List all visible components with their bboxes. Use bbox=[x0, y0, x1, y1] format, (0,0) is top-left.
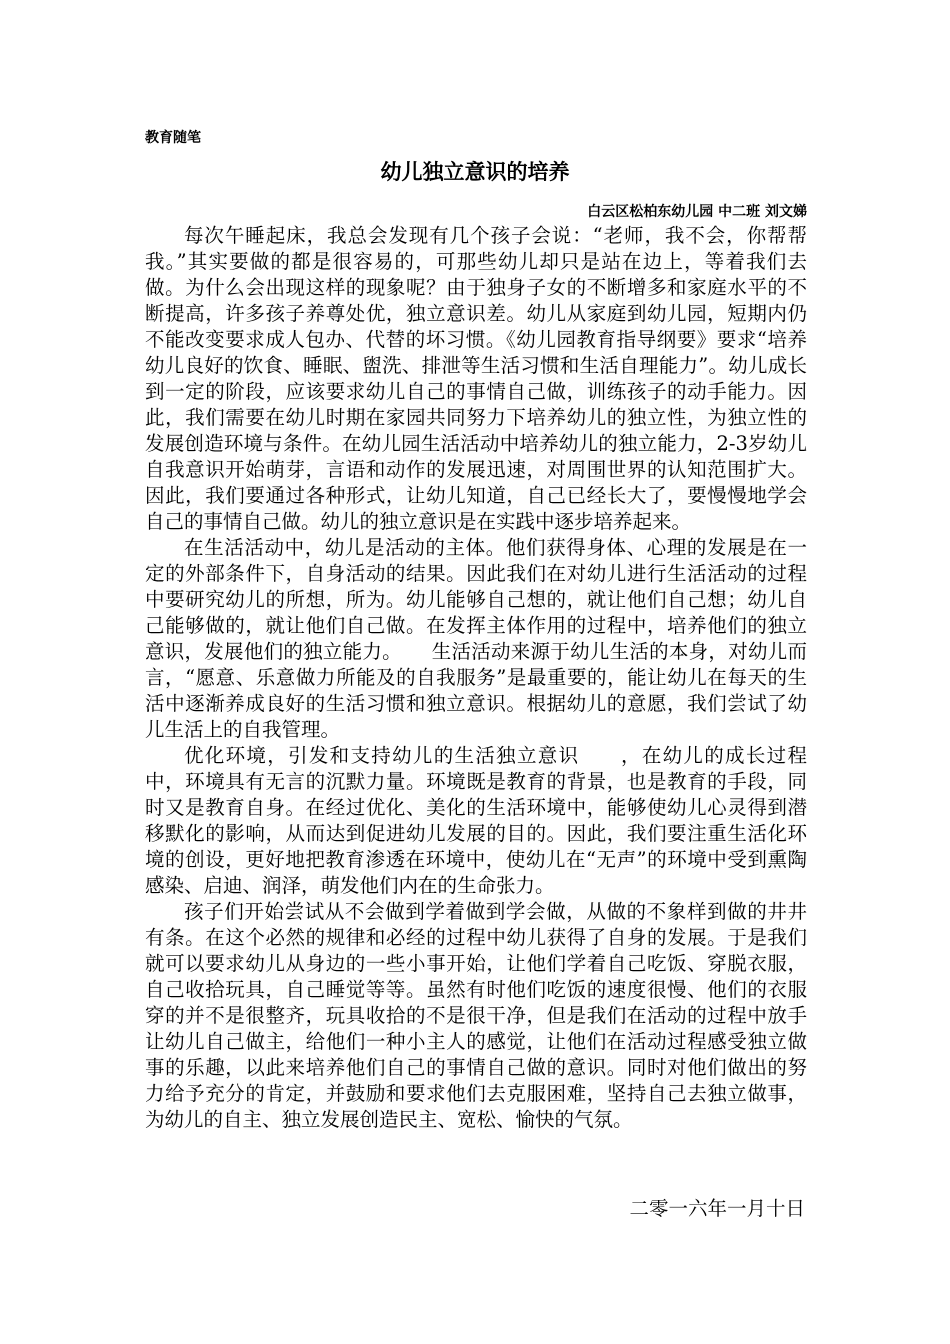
author-byline: 白云区松柏东幼儿园 中二班 刘文娣 bbox=[587, 204, 807, 220]
article-title: 幼儿独立意识的培养 bbox=[380, 160, 570, 184]
paragraph: 优化环境，引发和支持幼儿的生活独立意识 ，在幼儿的成长过程中，环境具有无言的沉默力量。环境既是教育的背景，也是教育的手段，同时又是教育自身。在经过优化、美化的生活环境中，能够使幼儿心灵得到潜移默化的影响，从而达到促进幼儿发展的目的。因此，我们要注重生活化环境的创设，更好地把教育渗透在环境中，使幼儿在“无声”的环境中受到熏陶感染、启迪、润泽，萌发他们内在的生命张力。 bbox=[145, 744, 807, 897]
category-label: 教育随笔 bbox=[145, 130, 201, 146]
paragraph: 孩子们开始尝试从不会做到学着做到学会做，从做的不象样到做的井井有条。在这个必然的规律和必经的过程中幼儿获得了自身的发展。于是我们就可以要求幼儿从身边的一些小事开始，让他们学着自己吃饭、穿脱衣服，自己收拾玩具，自己睡觉等等。虽然有时他们吃饭的速度很慢、他们的衣服穿的并不是很整齐，玩具收拾的不是很干净，但是我们在活动的过程中放手让幼儿自己做主，给他们一种小主人的感觉，让他们在活动过程感受独立做事的乐趣，以此来培养他们自己的事情自己做的意识。同时对他们做出的努力给予充分的肯定，并鼓励和要求他们去克服困难，坚持自己去独立做事，为幼儿的自主、独立发展创造民主、宽松、愉快的气氛。 bbox=[145, 900, 807, 1131]
paragraph: 每次午睡起床，我总会发现有几个孩子会说：“老师，我不会，你帮帮我。”其实要做的都是很容易的，可那些幼儿却只是站在边上，等着我们去做。为什么会出现这样的现象呢？由于独身子女的不断增多和家庭水平的不断提高，许多孩子养尊处优，独立意识差。幼儿从家庭到幼儿园，短期内仍不能改变要求成人包办、代替的坏习惯。《幼儿园教育指导纲要》要求“培养幼儿良好的饮食、睡眠、盥洗、排泄等生活习惯和生活自理能力”。幼儿成长到一定的阶段，应该要求幼儿自己的事情自己做，训练孩子的动手能力。因此，我们需要在幼儿时期在家园共同努力下培养幼儿的独立性，为独立性的发展创造环境与条件。在幼儿园生活活动中培养幼儿的独立能力，2-3岁幼儿自我意识开始萌芽，言语和动作的发展迅速，对周围世界的认知范围扩大。因此，我们要通过各种形式，让幼儿知道，自己已经长大了，要慢慢地学会自己的事情自己做。幼儿的独立意识是在实践中逐步培养起来。 bbox=[145, 224, 807, 533]
article-date: 二零一六年一月十日 bbox=[629, 1197, 805, 1220]
article-body bbox=[145, 223, 807, 1133]
paragraph: 在生活活动中，幼儿是活动的主体。他们获得身体、心理的发展是在一定的外部条件下，自身活动的结果。因此我们在对幼儿进行生活活动的过程中要研究幼儿的所想，所为。幼儿能够自己想的，就让他们自己想；幼儿自己能够做的，就让他们自己做。在发挥主体作用的过程中，培养他们的独立意识，发展他们的独立能力。 生活活动来源于幼儿生活的本身，对幼儿而言，“愿意、乐意做力所能及的自我服务”是最重要的，能让幼儿在每天的生活中逐渐养成良好的生活习惯和独立意识。根据幼儿的意愿，我们尝试了幼儿生活上的自我管理。 bbox=[145, 536, 807, 741]
